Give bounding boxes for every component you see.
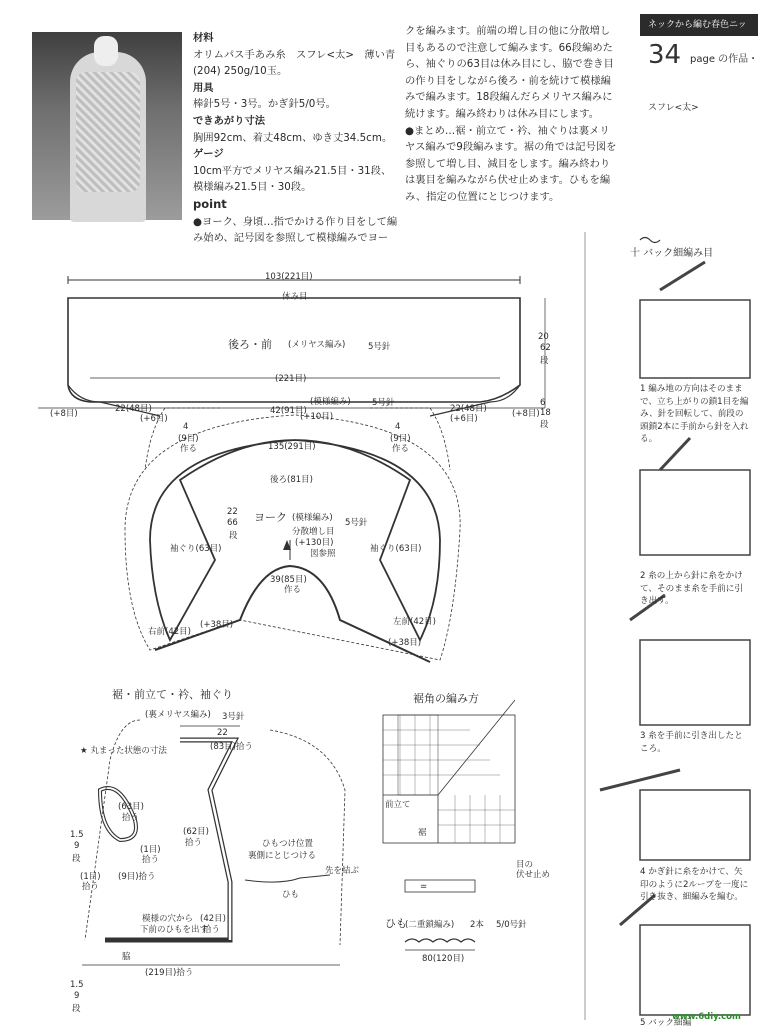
sleeve-right: 袖ぐり(63目) <box>370 544 422 554</box>
cord-chain <box>405 939 475 942</box>
pattern-needle: 5号針 <box>372 398 395 408</box>
band-h-a: 1.5 <box>70 830 84 840</box>
stitch-symbol-icon: 十 <box>630 248 640 259</box>
neck-cast: 作る <box>284 585 302 595</box>
band-h-b: 9 <box>74 841 80 851</box>
front-left: 右前(42目) <box>148 627 191 637</box>
mid-inc: (+10目) <box>300 412 334 422</box>
body-outline <box>68 298 520 402</box>
corner-hem: 裾 <box>418 828 427 838</box>
side-width-left: 22(48目) <box>115 404 152 414</box>
instructions-p1: クを編みます。前端の増し目の他に分散増し目もあるので注意して編みます。66段編めたら、袖ぐりの63目は休み目にし、脇で巻き目の作り目をしながら後ろ・前を続けて模様編みで編みます。18段編んだらメリヤス編みに続けます。編み終わりは休み目にします。 <box>405 25 614 120</box>
body-h1: 20 <box>538 332 549 342</box>
legend-box <box>405 880 475 892</box>
hole-note: 模様の穴から <box>142 914 194 924</box>
body-title: 後ろ・前 <box>228 338 272 351</box>
body-pattern: (メリヤス編み) <box>288 340 346 350</box>
stitch-illus-5 <box>620 895 750 1015</box>
band-pick-top: (83目)拾う <box>210 742 253 752</box>
stitch-step-4: 4 かぎ針に糸をかけて、矢印のように2ループを一度に引き抜き、細編みを編む。 <box>640 867 749 902</box>
band-h-c: 段 <box>72 854 81 864</box>
stitch-step-5: 5 バック細編 <box>640 1018 692 1028</box>
tie-label: ひも <box>282 890 300 900</box>
size-text: 胸囲92cm、着丈48cm、ゆき丈34.5cm。 <box>193 131 393 144</box>
hole-note-2: 下前のひもを出す <box>140 925 209 935</box>
side-label: 脇 <box>122 952 131 962</box>
stitch-step-3: 3 糸を手前に引き出したところ。 <box>640 731 743 754</box>
side-inc2-right: (+8目) <box>512 409 540 419</box>
tie-position-2: 裏側にとじつける <box>248 851 317 861</box>
top-width: 103(221目) <box>265 272 313 282</box>
gusset-l-c: 作る <box>180 444 198 454</box>
yoke-h3: 段 <box>229 531 238 541</box>
band-p1b: 拾う <box>142 855 160 865</box>
sleeve-left: 袖ぐり(63目) <box>170 544 222 554</box>
yarn-label: スフレ<太> <box>648 103 699 113</box>
front-inc-right: (+38目) <box>388 638 422 648</box>
band-h-c2: 段 <box>72 1004 81 1014</box>
stitch-illus-1 <box>640 262 750 378</box>
stitch-symbol-icon <box>640 238 660 243</box>
yoke-pattern: (模様編み) <box>292 513 333 523</box>
side-inc-right: (+6目) <box>450 414 478 424</box>
band-pattern: (裏メリヤス編み) <box>145 710 211 720</box>
bottom-pick: (219目)拾う <box>145 968 194 978</box>
band-p63b: 拾う <box>122 813 140 823</box>
tools-heading: 用具 <box>193 81 214 94</box>
yoke-back: 後ろ(81目) <box>270 475 313 485</box>
yoke-h1: 22 <box>227 507 238 517</box>
corner-chart-frame <box>383 715 515 843</box>
gusset-l-a: 4 <box>183 422 189 432</box>
yoke-inc2: (+130目) <box>295 538 334 548</box>
corner-end-2: 伏せ止め <box>516 870 551 880</box>
band-p42: (42目) <box>200 914 226 924</box>
pattern-label: (模様編み) <box>310 397 351 407</box>
corner-title: 裾角の編み方 <box>413 692 479 705</box>
gusset-r-c: 作る <box>392 444 410 454</box>
cord-title: ひも <box>385 917 407 930</box>
tie-end: 先を結ぶ <box>325 866 360 876</box>
stitch-title: 十 バック細編み目 <box>630 248 714 259</box>
band-p1a: (1目) <box>140 845 161 855</box>
page-label: page の作品・ <box>690 54 758 65</box>
right-h1: 6 <box>540 398 546 408</box>
series-title: ネックから編む春色ニッ <box>640 14 758 36</box>
stitch-illus-3 <box>630 595 750 725</box>
size-heading: できあがり寸法 <box>193 114 266 127</box>
band-needle: 3号針 <box>222 712 245 722</box>
side-width-right: 22(48目) <box>450 404 487 414</box>
yoke-outer: 135(291目) <box>268 442 316 452</box>
yoke-title: ヨーク <box>254 511 287 524</box>
corner-legend: = <box>420 882 428 892</box>
band-p9: (9目)拾う <box>118 872 156 882</box>
front-right: 左前(42目) <box>393 617 436 627</box>
side-inc-left: (+8目) <box>50 409 78 419</box>
gauge-text: 10cm平方でメリヤス編み21.5目・31段、模様編み21.5目・30段。 <box>193 164 392 194</box>
tie-position: ひもつけ位置 <box>262 839 314 849</box>
materials-text: オリムパス手あみ糸 スフレ<太> 薄い青(204) 250g/10玉。 <box>193 48 396 78</box>
band-h-a2: 1.5 <box>70 980 84 990</box>
cord-pattern: (二重鎖編み) <box>405 920 455 930</box>
point-heading: point <box>193 196 227 211</box>
page-number: 34 <box>648 40 682 70</box>
rest-label: 休み目 <box>282 292 308 302</box>
stitch-step-2: 2 糸の上から針に糸をかけて、そのまま糸を手前に引き出す。 <box>640 571 743 606</box>
tools-text: 棒針5号・3号。かぎ針5/0号。 <box>193 98 336 111</box>
body-count: (221目) <box>275 374 307 384</box>
side-inc2-left: (+6目) <box>140 414 168 424</box>
neck-width: 39(85目) <box>270 575 307 585</box>
gusset-l-b: (9目) <box>178 434 199 444</box>
band-width: 22 <box>217 728 228 738</box>
body-needle: 5号針 <box>368 342 391 352</box>
band-p63: (63目) <box>118 802 144 812</box>
corner-front: 前立て <box>385 800 411 810</box>
band-p42b: 拾う <box>203 925 221 935</box>
corner-end: 目の <box>516 860 534 870</box>
mid-width: 42(91目) <box>270 406 307 416</box>
band-h-b2: 9 <box>74 991 80 1001</box>
point-text: ●ヨーク、身頃…指でかける作り目をして編み始め、記号図を参照して模様編みでヨー <box>193 215 398 245</box>
body-h3: 段 <box>540 356 549 366</box>
gusset-r-b: (9目) <box>390 434 411 444</box>
cord-hook: 5/0号針 <box>496 920 527 930</box>
band-note: ★ 丸まった状態の寸法 <box>80 746 167 756</box>
band-title: 裾・前立て・衿、袖ぐり <box>112 688 233 701</box>
cord-qty: 2本 <box>470 920 484 930</box>
body-h2: 62 <box>540 343 551 353</box>
right-h3: 段 <box>540 420 549 430</box>
cord-length: 80(120目) <box>422 954 465 964</box>
gusset-r-a: 4 <box>395 422 401 432</box>
yoke-ref: 図参照 <box>310 549 336 559</box>
instructions-p2: ●まとめ…裾・前立て・衿、袖ぐりは裏メリヤス編みで9段編みます。裾の角では記号図を参照して増し目、減目をします。編み終わりは裏目を編みながら伏せ止めます。ひもを編み、指定の位置にとじつけます。 <box>405 124 617 203</box>
yoke-inc: 分散増し目 <box>292 527 335 537</box>
gauge-heading: ゲージ <box>193 148 224 161</box>
band-p1d: 拾う <box>82 882 100 892</box>
stitch-illus-4 <box>600 770 750 860</box>
right-h2: 18 <box>540 408 551 418</box>
stitch-illus-2 <box>640 438 750 555</box>
front-inc-left: (+38目) <box>200 620 234 630</box>
band-p62b: 拾う <box>185 838 203 848</box>
yoke-h2: 66 <box>227 518 238 528</box>
yoke-needle: 5号針 <box>345 518 368 528</box>
stitch-step-1: 1 編み地の方向はそのままで、立ち上がりの鎖1目を編み、針を回転して、前段の頭鎖2本に手前から針を入れる。 <box>640 384 749 444</box>
materials-heading: 材料 <box>193 32 214 44</box>
band-p1c: (1目) <box>80 872 101 882</box>
band-p62: (62目) <box>183 827 209 837</box>
watermark: www.6diy.com <box>672 1012 741 1022</box>
